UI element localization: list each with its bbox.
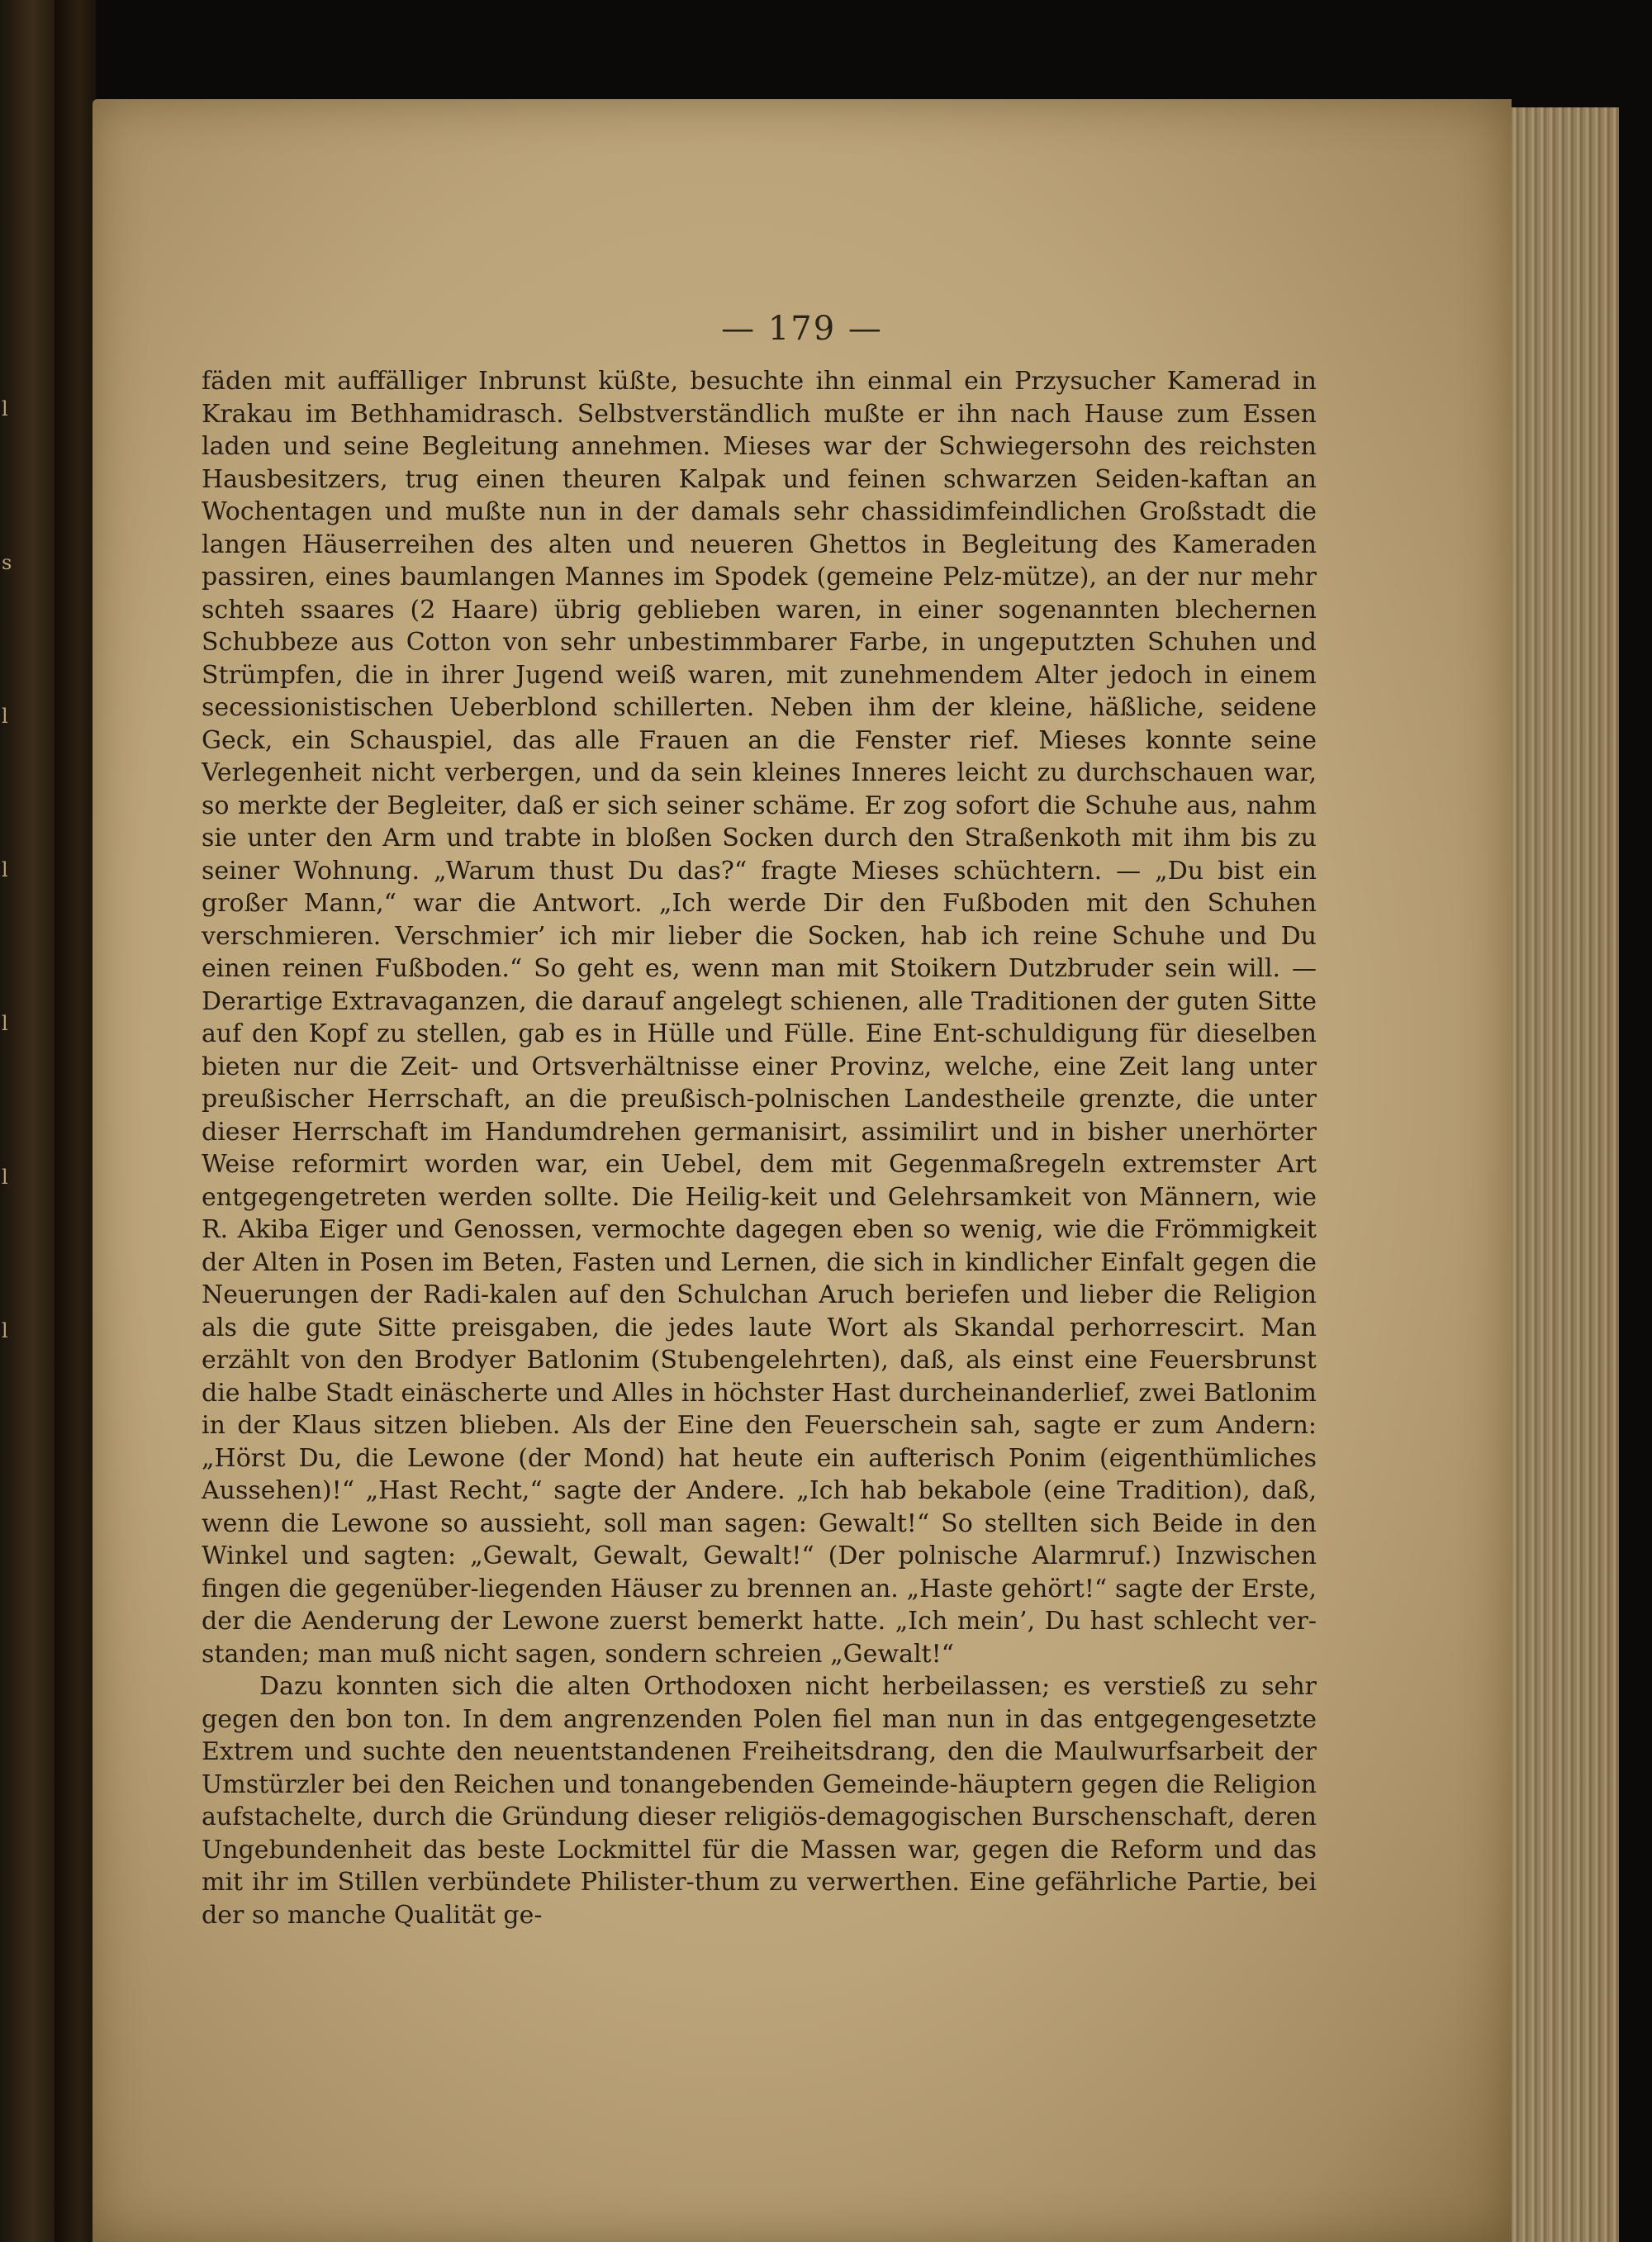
- book-binding: [55, 0, 96, 2242]
- paragraph: fäden mit auffälliger Inbrunst küßte, besuchte ihn einmal ein Przysucher Kamerad in Krakau im Bethhamidrasch. Selbstverständlich mußte er ihn nach Hause zum Essen laden und seine Begleitung annehmen. Mieses war der Schwiegersohn des reichsten Hausbesitzers, trug einen theuren Kalpak und feinen schwarzen Seiden-kaftan an Wochentagen und mußte nun in der damals sehr chassidimfeindlichen Großstadt die langen Häuserreihen des alten und neueren Ghettos in Begleitung des Kameraden passiren, eines baumlangen Mannes im Spodek (gemeine Pelz-mütze), an der nur mehr schteh ssaares (2 Haare) übrig geblieben waren, in einer sogenannten blechernen Schubbeze aus Cotton von sehr unbestimmbarer Farbe, in ungeputzten Schuhen und Strümpfen, die in ihrer Jugend weiß waren, mit zunehmendem Alter jedoch in einem secessionistischen Ueberblond schillerten. Neben ihm der kleine, häßliche, seidene Geck, ein Schauspiel, das alle Frauen an die Fenster rief. Mieses konnte seine Verlegenheit nicht verbergen, und da sein kleines Inneres leicht zu durchschauen war, so merkte der Begleiter, daß er sich seiner schäme. Er zog sofort die Schuhe aus, nahm sie unter den Arm und trabte in bloßen Socken durch den Straßenkoth mit ihm bis zu seiner Wohnung. „Warum thust Du das?“ fragte Mieses schüchtern. — „Du bist ein großer Mann,“ war die Antwort. „Ich werde Dir den Fußboden mit den Schuhen verschmieren. Verschmier’ ich mir lieber die Socken, hab ich reine Schuhe und Du einen reinen Fußboden.“ So geht es, wenn man mit Stoikern Dutzbruder sein will. — Derartige Extravaganzen, die darauf angelegt schienen, alle Traditionen der guten Sitte auf den Kopf zu stellen, gab es in Hülle und Fülle. Eine Ent-schuldigung für dieselben bieten nur die Zeit- und Ortsverhältnisse einer Provinz, welche, eine Zeit lang unter preußischer Herrschaft, an die preußisch-polnischen Landestheile grenzte, die unter dieser Herrschaft im Handumdrehen germanisirt, assimilirt und in bisher unerhörter Weise reformirt worden war, ein Uebel, dem mit Gegenmaßregeln extremster Art entgegengetreten werden sollte. Die Heilig-keit und Gelehrsamkeit von Männern, wie R. Akiba Eiger und Genossen, vermochte dagegen eben so wenig, wie die Frömmigkeit der Alten in Posen im Beten, Fasten und Lernen, die sich in kindlicher Einfalt gegen die Neuerungen der Radi-kalen auf den Schulchan Aruch beriefen und lieber die Religion als die gute Sitte preisgaben, die jedes laute Wort als Skandal perhorrescirt. Man erzählt von den Brodyer Batlonim (Stubengelehrten), daß, als einst eine Feuersbrunst die halbe Stadt einäscherte und Alles in höchster Hast durcheinanderlief, zwei Batlonim in der Klaus sitzen blieben. Als der Eine den Feuerschein sah, sagte er zum Andern: „Hörst Du, die Lewone (der Mond) hat heute ein aufterisch Ponim (eigenthümliches Aussehen)!“ „Hast Recht,“ sagte der Andere. „Ich hab bekabole (eine Tradition), daß, wenn die Lewone so aussieht, soll man sagen: Gewalt!“ So stellten sich Beide in den Winkel und sagten: „Gewalt, Gewalt, Gewalt!“ (Der polnische Alarmruf.) Inzwischen fingen die gegenüber-liegenden Häuser zu brennen an. „Haste gehört!“ sagte der Erste, der die Aenderung der Lewone zuerst bemerkt hatte. „Ich mein’, Du hast schlecht ver-standen; man muß nicht sagen, sondern schreien „Gewalt!“: [202, 367, 1317, 1669]
- margin-letter: l: [2, 1166, 8, 1189]
- margin-letter: l: [2, 397, 8, 420]
- previous-page-margin-letters: [2, 281, 18, 1459]
- margin-letter: l: [2, 858, 8, 881]
- page-number: — 179 —: [721, 310, 883, 348]
- paragraph: Dazu konnten sich die alten Orthodoxen nicht herbeilassen; es verstieß zu sehr gegen den bon ton. In dem angrenzenden Polen fiel man nun in das entgegengesetzte Extrem und suchte den neuentstandenen Freiheitsdrang, den die Maulwurfsarbeit der Umstürzler bei den Reichen und tonangebenden Gemeinde-häuptern gegen die Religion aufstachelte, durch die Gründung dieser religiös-demagogischen Burschenschaft, deren Ungebundenheit das beste Lockmittel für die Massen war, gegen die Reform und das mit ihr im Stillen verbündete Philister-thum zu verwerthen. Eine gefährliche Partie, bei der so manche Qualität ge-: [202, 1672, 1317, 1930]
- margin-letter: l: [2, 1012, 8, 1035]
- margin-letter: l: [2, 705, 8, 728]
- book-page: [93, 99, 1512, 2242]
- margin-letter: l: [2, 1319, 8, 1342]
- stacked-page-edges: [1512, 107, 1619, 2242]
- previous-page-edge: [0, 0, 58, 2242]
- margin-letter: s: [2, 551, 12, 574]
- page-text-block: [202, 365, 1317, 1931]
